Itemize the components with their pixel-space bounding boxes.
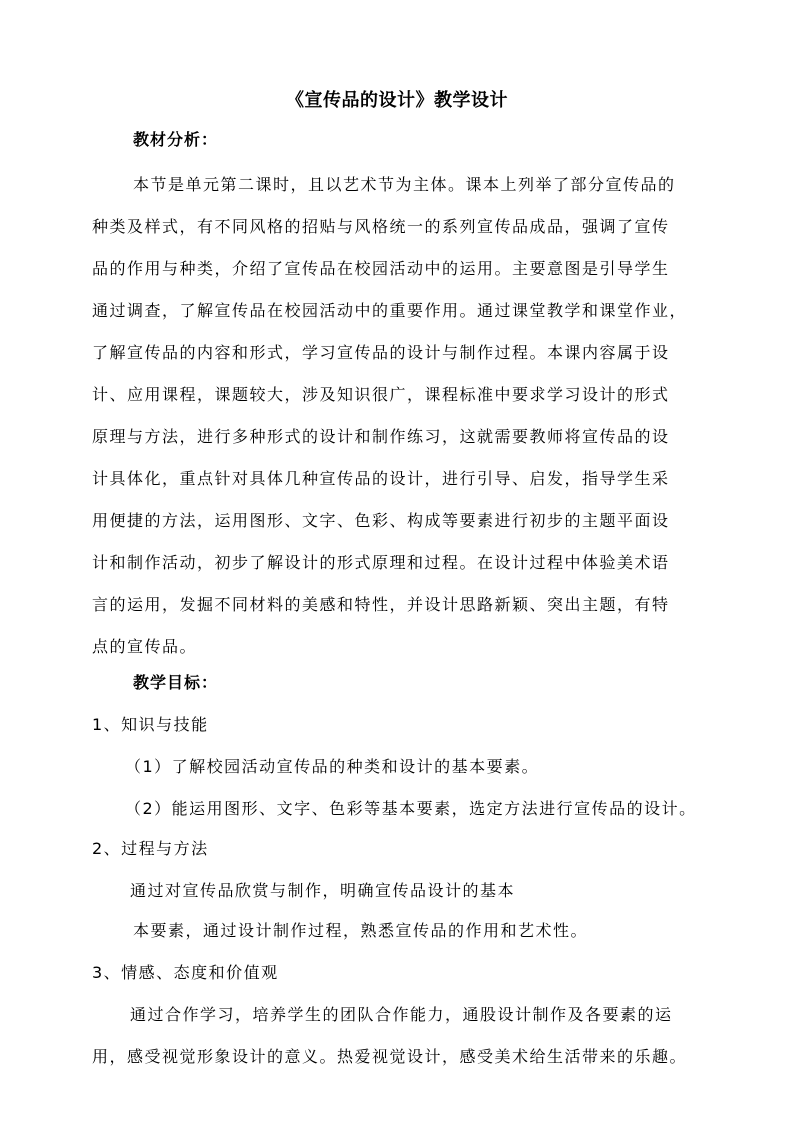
- paragraph-line: 计具体化，重点针对具体几种宣传品的设计，进行引导、启发，指导学生采: [92, 469, 670, 488]
- paragraph-line: 计、应用课程，课题较大，涉及知识很广，课程标准中要求学习设计的形式: [92, 385, 670, 404]
- paragraph-line: 用，感受视觉形象设计的意义。热爱视觉设计，感受美术给生活带来的乐趣。: [92, 1047, 688, 1066]
- paragraph-line: 本要素，通过设计制作过程，熟悉宣传品的作用和艺术性。: [133, 921, 589, 940]
- paragraph-line: 言的运用，发掘不同材料的美感和特性，并设计思路新颖、突出主题，有特: [92, 595, 670, 614]
- paragraph-line: 用便捷的方法，运用图形、文字、色彩、构成等要素进行初步的主题平面设: [92, 511, 670, 530]
- objective-sub-item: （1）了解校园活动宣传品的种类和设计的基本要素。: [125, 757, 540, 776]
- section-heading-objectives: 教学目标：: [133, 673, 219, 692]
- document-title: 《宣传品的设计》教学设计: [286, 90, 508, 111]
- paragraph-line: 计和制作活动，初步了解设计的形式原理和过程。在设计过程中体验美术语: [92, 553, 670, 572]
- objective-sub-item: （2）能运用图形、文字、色彩等基本要素，选定方法进行宣传品的设计。: [125, 799, 697, 818]
- section-heading-materials: 教材分析：: [133, 130, 219, 149]
- paragraph-line: 原理与方法，进行多种形式的设计和制作练习，这就需要教师将宣传品的设: [92, 427, 670, 446]
- paragraph-line: 种类及样式，有不同风格的招贴与风格统一的系列宣传品成品，强调了宣传: [92, 217, 670, 236]
- objective-item-label: 1、知识与技能: [92, 715, 209, 734]
- objective-item-label: 3、情感、态度和价值观: [92, 963, 279, 982]
- paragraph-line: 品的作用与种类，介绍了宣传品在校园活动中的运用。主要意图是引导学生: [92, 259, 670, 278]
- paragraph-line: 点的宣传品。: [92, 637, 198, 656]
- paragraph-line: 通过调查，了解宣传品在校园活动中的重要作用。通过课堂教学和课堂作业，: [92, 301, 688, 320]
- paragraph-line: 通过对宣传品欣赏与制作，明确宣传品设计的基本: [130, 881, 516, 900]
- objective-item-label: 2、过程与方法: [92, 839, 209, 858]
- paragraph-line: 了解宣传品的内容和形式，学习宣传品的设计与制作过程。本课内容属于设: [92, 343, 670, 362]
- paragraph-line: 通过合作学习，培养学生的团队合作能力，通股设计制作及各要素的运: [130, 1005, 673, 1024]
- paragraph-line: 本节是单元第二课时，且以艺术节为主体。课本上列举了部分宣传品的: [133, 175, 676, 194]
